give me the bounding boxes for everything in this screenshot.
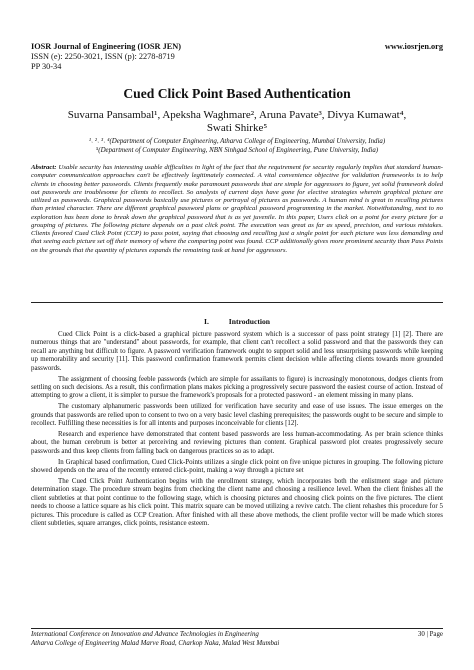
section-number: I.	[204, 317, 209, 326]
affiliations	[31, 137, 443, 155]
page-range: PP 30-34	[31, 62, 62, 71]
paper-title: Cued Click Point Based Authentication	[123, 86, 351, 101]
affiliation-1: ¹˒ ²˒ ³˒ ⁴(Department of Computer Engineering, Atharva College of Engineering, Mumbai University, India)	[88, 138, 386, 145]
journal-header	[31, 42, 443, 72]
affiliation-2: ⁵(Department of Computer Engineering, NBN Sinhgad School of Engineering, Pune University, India)	[95, 147, 379, 154]
page-number: 30 | Page	[417, 631, 443, 638]
footer-conference: International Conference on Innovation and Advance Technologies in Engineering	[31, 631, 259, 638]
paragraph: The customary alphanumeric passwords been utilized for verification have security and ease of use issues. The issue emerges on the grounds that passwords are relied upon to consent to two on a very basic level clashing prerequisites; the passwords ought to be secure and simple to recollect. Fulfilling these necessities is for all intents and purposes inconceivable for clients [12].	[31, 403, 443, 428]
author-list: Suvarna Pansambal¹, Apeksha Waghmare², Aruna Pavate³, Divya Kumawat⁴, Swati Shirke⁵	[67, 109, 407, 134]
abstract-divider	[31, 302, 443, 303]
paragraph: Research and experience have demonstrated that content based passwords are less human-accommodating. As per brain science thinks about, the human cerebrum is better at perceiving and reviewing pictures than content. Graphical password plot creates progressively secure passwords and thus keep clients from falling back on dangerous practices so as to adapt.	[31, 430, 443, 455]
section-title: Introduction	[228, 317, 270, 326]
footer-college: Atharva College of Engineering Malad Marve Road, Charkop Naka, Malad West Mumbai	[31, 639, 280, 647]
abstract-text: Usable security has interesting usable difficulties in light of the fact that the requirement for security regularly implies that standard human-computer communication approaches can't be effectively legitimately connected. A vital convenience objective for validation frameworks is to help clients in choosing better passwords. Clients frequently make paramount passwords that are simple for aggressors to figure, yet solid framework doled out passwords are troublesome for clients to recollect. So analysts of current days have gone for elective strategies wherein graphical picture are utilized as passwords. Graphical passwords basically use pictures or portrayal of pictures as passwords. A human mind is great in recalling pictures than printed character. There are different graphical password plans or graphical password programming in the market. Notwithstanding, next to no exploration has been done to break down the graphical password that is as yet juvenile. In this paper, Users click on a point for every picture for a grouping of pictures. The following picture depends on a past click point. The execution was great as far as speed, precision, and various mistakes. Clients favored Cued Click Point (CCP) to pass point, saying that choosing and recalling just a single point for each picture was less demanding and that seeing each picture set off their memory of where the comparing point was found. CCP additionally gives more prominent security than Pass Points on the grounds that the quantity of pictures expands the remaining task at hand for aggressors.	[31, 164, 443, 254]
paragraph: In Graphical based confirmation, Cued Click-Points utilizes a single click point on five unique pictures in grouping. The following picture showed depends on the area of the recently entered click-point, making a way through a picture set	[31, 458, 443, 474]
body-text	[31, 331, 443, 531]
section-heading	[31, 317, 443, 326]
paragraph: The assignment of choosing feeble passwords (which are simple for assailants to figure) is increasingly monotonous, dodges clients from settling on such decisions. As a result, this confirmation plans makes picking a progressively secure password the easiest course of action. Instead of attempting to grow a client, it is simpler to pursue the framework's proposals for a protected password - an element missing in many plans.	[31, 375, 443, 400]
paragraph: The Cued Click Point Authentication begins with the enrollment strategy, which incorporates both the enlistment stage and picture determination stage. The procedure stream begins from checking the client name and choosing a resilience level. When the client finishes all the client subtleties at that point continue to the following stage, which is choosing pictures and choosing click points on the five pictures. The client needs to choose a lattice square as his click point. This matrix square can be moved utilizing a revive catch. The client rehashes this procedure for 5 pictures. This procedure is called as CCP Creation. After finished with all these above methods, the client profile vector will be made which stores client subtleties, square arranges, click points, resistance esteem.	[31, 477, 443, 527]
footer-divider	[31, 628, 443, 629]
page-footer	[31, 631, 443, 648]
journal-name: IOSR Journal of Engineering (IOSR JEN)	[31, 42, 182, 51]
abstract-label: Abstract:	[31, 164, 57, 171]
paragraph: Cued Click Point is a click-based a graphical picture password system which is a successor of pass point strategy [1] [2]. There are numerous things that are "understand" about passwords, for example, that client can't recollect a solid password and that the passwords they can recall are anything but difficult to figure. A password verification framework ought to support solid and less unsurprising passwords while keeping up memorability and security [11]. This password confirmation framework permits client decision while affecting clients towards more grounded passwords.	[31, 331, 443, 372]
journal-website[interactable]: www.iosrjen.org	[384, 42, 443, 51]
issn-line: ISSN (e): 2250-3021, ISSN (p): 2278-8719	[31, 52, 175, 61]
abstract	[31, 164, 443, 255]
